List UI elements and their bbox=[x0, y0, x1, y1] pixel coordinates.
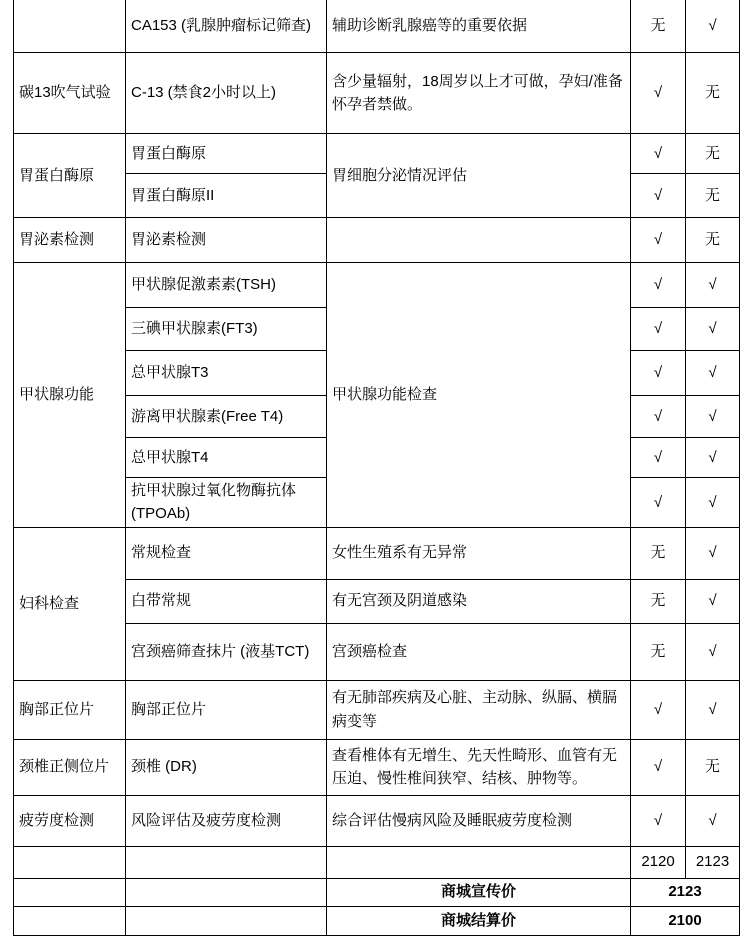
exam-package-table bbox=[13, 0, 740, 936]
package-a-cell: √ bbox=[631, 680, 686, 739]
description-cell: 女性生殖系有无异常 bbox=[327, 527, 631, 579]
table-row bbox=[14, 527, 740, 579]
table-row bbox=[14, 739, 740, 795]
package-a-cell: √ bbox=[631, 174, 686, 218]
package-b-cell: √ bbox=[686, 623, 740, 680]
package-a-cell: √ bbox=[631, 478, 686, 528]
item-cell: 游离甲状腺素(Free T4) bbox=[126, 396, 327, 438]
subtotal-a-cell: 2120 bbox=[631, 846, 686, 878]
package-b-cell: √ bbox=[686, 351, 740, 396]
item-cell: 胃蛋白酶原II bbox=[126, 174, 327, 218]
item-cell: CA153 (乳腺肿瘤标记筛查) bbox=[126, 0, 327, 53]
item-cell: 胃泌素检测 bbox=[126, 218, 327, 263]
description-cell: 含少量辐射，18周岁以上才可做，孕妇/准备怀孕者禁做。 bbox=[327, 53, 631, 134]
package-b-cell: 无 bbox=[686, 174, 740, 218]
package-b-cell: √ bbox=[686, 527, 740, 579]
category-cell: 颈椎正侧位片 bbox=[14, 739, 126, 795]
package-b-cell: √ bbox=[686, 579, 740, 623]
category-cell bbox=[14, 0, 126, 53]
item-cell: 宫颈癌筛查抹片 (液基TCT) bbox=[126, 623, 327, 680]
package-b-cell: √ bbox=[686, 308, 740, 351]
empty-cell bbox=[14, 878, 126, 906]
item-cell: 甲状腺促激素素(TSH) bbox=[126, 263, 327, 308]
package-b-cell: 无 bbox=[686, 134, 740, 174]
package-b-cell: 无 bbox=[686, 739, 740, 795]
item-cell: 总甲状腺T4 bbox=[126, 438, 327, 478]
description-cell: 辅助诊断乳腺癌等的重要依据 bbox=[327, 0, 631, 53]
item-cell: 抗甲状腺过氧化物酶抗体 (TPOAb) bbox=[126, 478, 327, 528]
package-a-cell: √ bbox=[631, 438, 686, 478]
promo-price-row bbox=[14, 878, 740, 906]
description-cell: 综合评估慢病风险及睡眠疲劳度检测 bbox=[327, 795, 631, 846]
description-cell: 有无肺部疾病及心脏、主动脉、纵膈、横膈病变等 bbox=[327, 680, 631, 739]
package-b-cell: 无 bbox=[686, 53, 740, 134]
settlement-price-value: 2100 bbox=[631, 906, 740, 935]
package-a-cell: √ bbox=[631, 351, 686, 396]
package-b-cell: √ bbox=[686, 795, 740, 846]
empty-cell bbox=[126, 906, 327, 935]
package-a-cell: √ bbox=[631, 308, 686, 351]
item-cell: 三碘甲状腺素(FT3) bbox=[126, 308, 327, 351]
category-cell: 妇科检查 bbox=[14, 527, 126, 680]
item-cell: 胸部正位片 bbox=[126, 680, 327, 739]
table-row bbox=[14, 680, 740, 739]
package-b-cell: 无 bbox=[686, 218, 740, 263]
package-b-cell: √ bbox=[686, 0, 740, 53]
empty-cell bbox=[126, 846, 327, 878]
table-row bbox=[14, 218, 740, 263]
package-a-cell: 无 bbox=[631, 527, 686, 579]
package-a-cell: √ bbox=[631, 218, 686, 263]
description-cell: 甲状腺功能检查 bbox=[327, 263, 631, 528]
item-cell: 常规检查 bbox=[126, 527, 327, 579]
package-a-cell: √ bbox=[631, 396, 686, 438]
category-cell: 胸部正位片 bbox=[14, 680, 126, 739]
package-a-cell: 无 bbox=[631, 623, 686, 680]
category-cell: 疲劳度检测 bbox=[14, 795, 126, 846]
description-cell: 有无宫颈及阴道感染 bbox=[327, 579, 631, 623]
item-cell: 风险评估及疲劳度检测 bbox=[126, 795, 327, 846]
empty-cell bbox=[327, 846, 631, 878]
item-cell: 胃蛋白酶原 bbox=[126, 134, 327, 174]
item-cell: 总甲状腺T3 bbox=[126, 351, 327, 396]
package-a-cell: √ bbox=[631, 795, 686, 846]
empty-cell bbox=[126, 878, 327, 906]
package-a-cell: 无 bbox=[631, 579, 686, 623]
category-cell: 甲状腺功能 bbox=[14, 263, 126, 528]
description-cell: 宫颈癌检查 bbox=[327, 623, 631, 680]
item-cell: 颈椎 (DR) bbox=[126, 739, 327, 795]
package-b-cell: √ bbox=[686, 680, 740, 739]
table-row bbox=[14, 795, 740, 846]
subtotal-b-cell: 2123 bbox=[686, 846, 740, 878]
empty-cell bbox=[14, 906, 126, 935]
item-cell: C-13 (禁食2小时以上) bbox=[126, 53, 327, 134]
description-cell: 胃细胞分泌情况评估 bbox=[327, 134, 631, 218]
category-cell: 胃蛋白酶原 bbox=[14, 134, 126, 218]
package-b-cell: √ bbox=[686, 478, 740, 528]
package-a-cell: √ bbox=[631, 263, 686, 308]
category-cell: 碳13吹气试验 bbox=[14, 53, 126, 134]
package-b-cell: √ bbox=[686, 396, 740, 438]
category-cell: 胃泌素检测 bbox=[14, 218, 126, 263]
empty-cell bbox=[14, 846, 126, 878]
settlement-price-row bbox=[14, 906, 740, 935]
promo-price-label: 商城宣传价 bbox=[327, 878, 631, 906]
subtotal-row bbox=[14, 846, 740, 878]
item-cell: 白带常规 bbox=[126, 579, 327, 623]
settlement-price-label: 商城结算价 bbox=[327, 906, 631, 935]
table-row bbox=[14, 0, 740, 53]
description-cell: 查看椎体有无增生、先天性畸形、血管有无压迫、慢性椎间狭窄、结核、肿物等。 bbox=[327, 739, 631, 795]
package-a-cell: 无 bbox=[631, 0, 686, 53]
package-a-cell: √ bbox=[631, 739, 686, 795]
table-row bbox=[14, 134, 740, 174]
promo-price-value: 2123 bbox=[631, 878, 740, 906]
package-b-cell: √ bbox=[686, 263, 740, 308]
package-a-cell: √ bbox=[631, 134, 686, 174]
package-a-cell: √ bbox=[631, 53, 686, 134]
description-cell bbox=[327, 218, 631, 263]
table-row bbox=[14, 263, 740, 308]
table-row bbox=[14, 53, 740, 134]
package-b-cell: √ bbox=[686, 438, 740, 478]
